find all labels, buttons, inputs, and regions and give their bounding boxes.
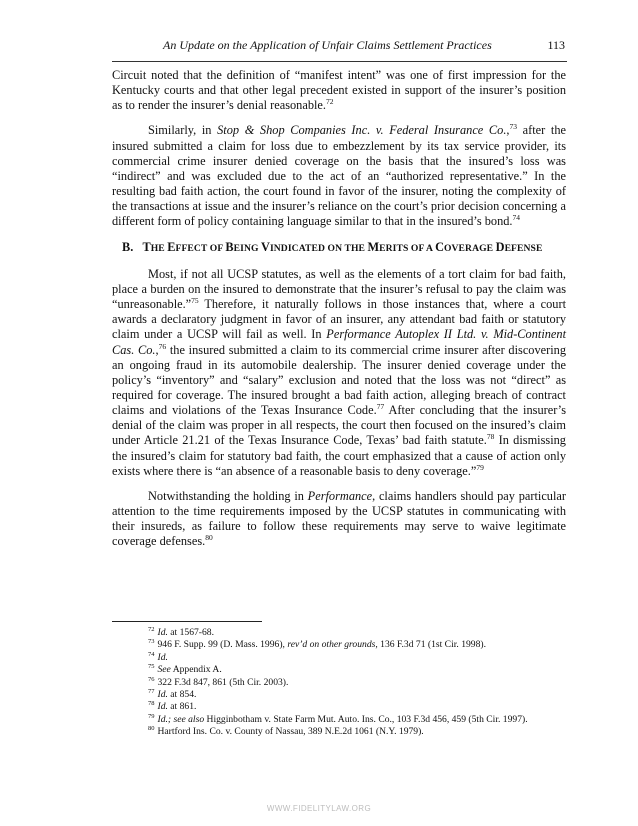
page-number: 113 (547, 38, 565, 52)
footnote-72: $^{72}$ Id. at 1567-68. (148, 626, 214, 638)
footnote-ref-79[interactable]: 79 (476, 462, 484, 472)
paragraph-2: Similarly, in Stop & Shop Companies Inc. v. Federal Insurance Co.,$^{73}$ after the insured submitted a claim for loss due to embezzlement by its tax service provider, its commercial crime insurer denied coverage on the basis that the insured’s loss was “indirect” and was excluded due to the act of an “authorized representative.” In the resulting bad faith action, the court found in favor of the insurer, noting the complexity of the transactions at issue and the insurer’s reliance on the court’s prior decision concerning a different form of policy containing language similar to that in the insured’s bond.$^{74}$ (112, 122, 566, 229)
footnote-ref-77[interactable]: 77 (376, 402, 385, 412)
case-name: Performance (307, 488, 373, 503)
footnote-ref-75[interactable]: 75 (191, 296, 199, 306)
footnote-79: $^{79}$ Id.; see also Higginbotham v. State Farm Mut. Auto. Ins. Co., 103 F.3d 456, 459 (5th Cir. 1997). (148, 712, 528, 725)
footnote-73: $^{73}$ 946 F. Supp. 99 (D. Mass. 1996), rev’d on other grounds, 136 F.3d 71 (1st Cir. 1998). (148, 638, 486, 651)
paragraph-4: Notwithstanding the holding in Performance, claims handlers should pay particular attention to the time requirements imposed by the UCSP statutes in communicating with their insureds, as failure to follow these requirements may serve to waive legitimate coverage defenses.$^{80}$ (112, 488, 566, 549)
footnote-ref-72[interactable]: 72 (326, 97, 334, 107)
footer-watermark[interactable]: WWW.FIDELITYLAW.ORG (266, 804, 372, 813)
paragraph-3: Most, if not all UCSP statutes, as well as the elements of a tort claim for bad faith, place a burden on the insured to demonstrate that the insurer’s refusal to pay the claim was “unreasonable.”$^{75}$ Therefore, it naturally follows in those instances that, where a court awards a declaratory judgment in favor of an insurer, any attendant bad faith or statutory claim under a UCSP will fail as well. In Performance Autoplex II Ltd. v. Mid-Continent Cas. Co.,$^{76}$ the insured submitted a claim to its commercial crime insurer after discovering an ongoing fraud in its automobile dealership. The insurer denied coverage under the policy’s “inventory” and “salary” exclusion and noted that the loss was not “direct” as required for coverage. The insured brought a bad faith action, alleging breach of contract claims and violations of the Texas Insurance Code.$^{77}$ After concluding that the insurer’s denial of the claim was proper in all respects, the court then focused on the insured’s claim under Article 21.21 of the Texas Insurance Code, Texas’ bad faith statute.$^{78}$ In dismissing the insured’s claim for statutory bad faith, the court emphasized that a cause of action only exists where there is “an absence of a reasonable basis to deny coverage.”$^{79}$ (112, 266, 567, 478)
paragraph-1: Circuit noted that the definition of “manifest intent” was one of first impression for the Kentucky courts and that other legal precedent existed in support of the insurer’s position as to render the insurer’s denial reasonable.$^{72}$ (112, 68, 566, 113)
footnote-ref-73[interactable]: 73 (509, 122, 518, 132)
footnote-74: $^{74}$ Id. (148, 650, 168, 663)
case-name: Stop & Shop Companies Inc. v. Federal Insurance Co. (217, 123, 507, 138)
footnote-75: $^{75}$ See Appendix A. (148, 663, 222, 676)
body-text (112, 68, 566, 560)
case-name: Performance Autoplex II Ltd. v. Mid-Continent Cas. Co. (112, 327, 566, 357)
running-title: An Update on the Application of Unfair Claims Settlement Practices (163, 38, 492, 52)
section-heading: B. THE EFFECT OF BEING VINDICATED ON THE MERITS OF A COVERAGE DEFENSE (122, 239, 543, 254)
header-rule (112, 61, 567, 62)
footnote-ref-80[interactable]: 80 (205, 533, 213, 543)
footnote-77: $^{77}$ Id. at 854. (148, 688, 197, 701)
running-header (112, 38, 567, 56)
footnote-80: $^{80}$ Hartford Ins. Co. v. County of Nassau, 389 N.E.2d 1061 (N.Y. 1979). (148, 725, 424, 738)
footnote-divider (112, 621, 262, 622)
footnote-ref-74[interactable]: 74 (512, 213, 521, 223)
footnote-ref-78[interactable]: 78 (486, 432, 495, 442)
footnote-ref-76[interactable]: 76 (158, 341, 167, 351)
footnotes (112, 627, 566, 739)
footnote-78: $^{78}$ Id. at 861. (148, 700, 197, 713)
footnote-76: $^{76}$ 322 F.3d 847, 861 (5th Cir. 2003). (148, 675, 289, 688)
